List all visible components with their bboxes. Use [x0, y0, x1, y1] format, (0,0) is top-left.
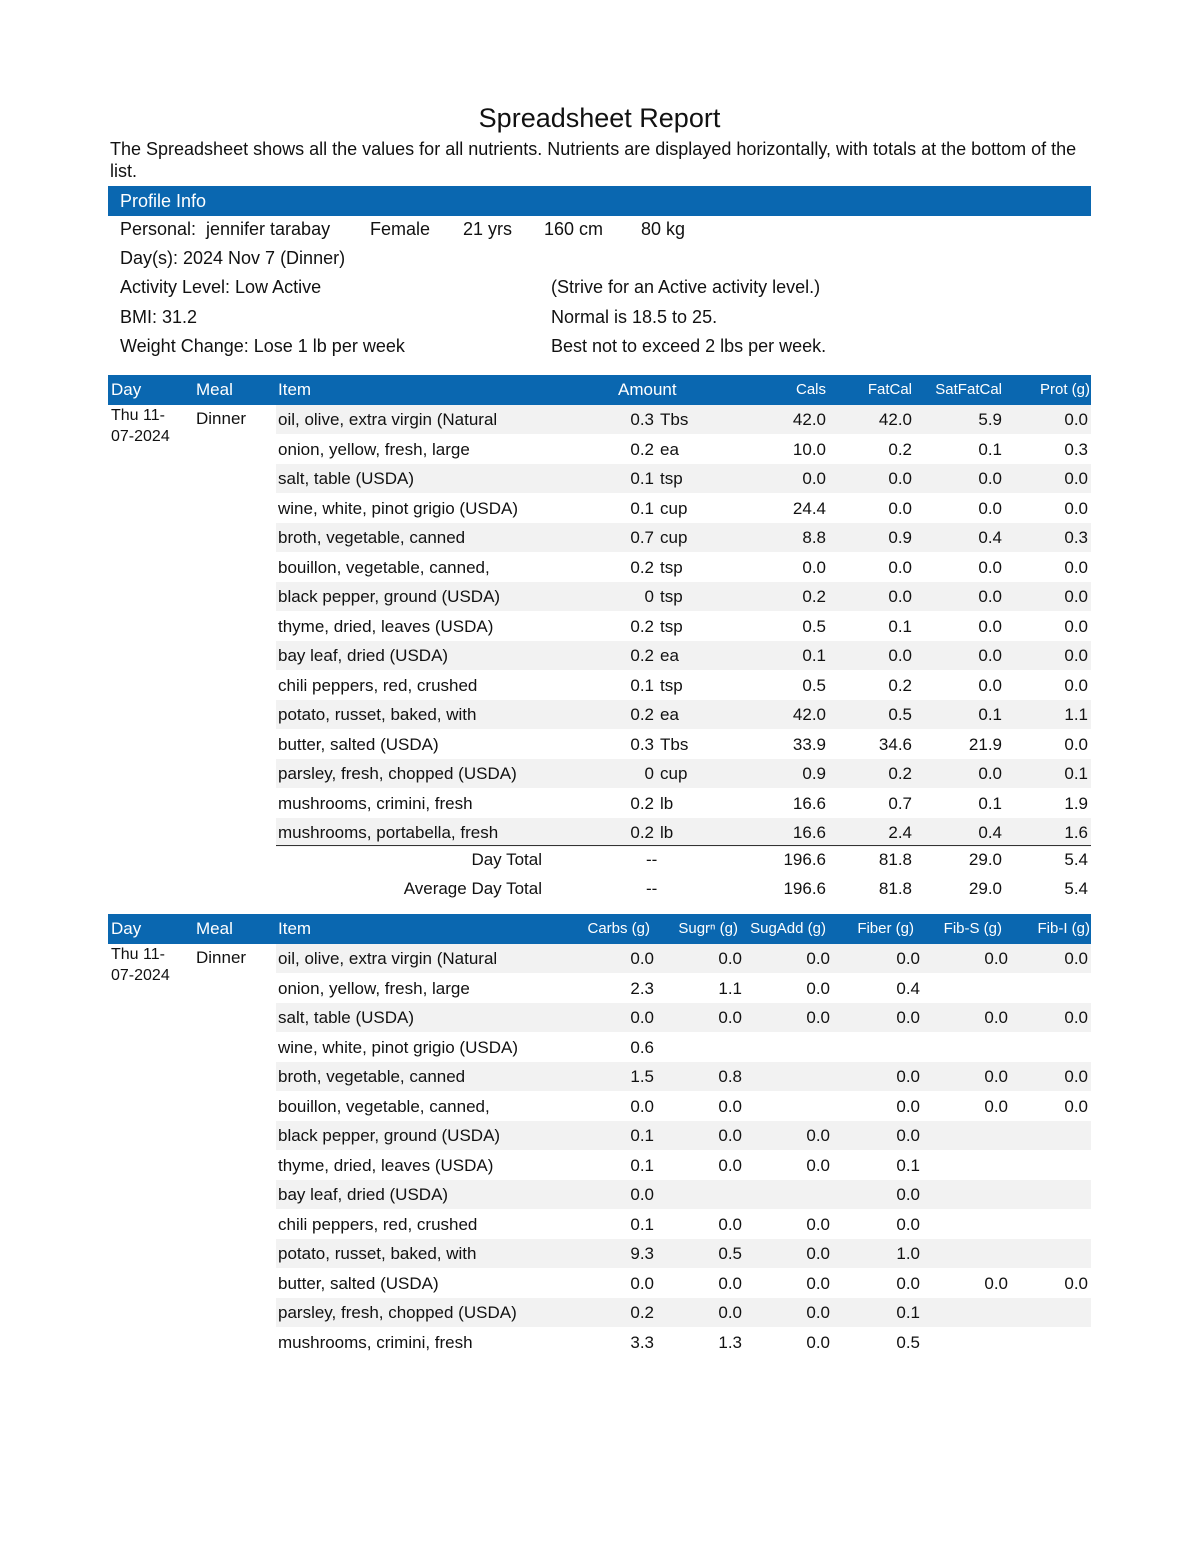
- cals-value: 0.5: [802, 616, 826, 636]
- profile-activity: Activity Level: Low Active: [120, 277, 322, 297]
- item-name: oil, olive, extra virgin (Natural: [278, 410, 498, 429]
- total-satfatcal: 29.0: [968, 850, 1002, 869]
- item-name: thyme, dried, leaves (USDA): [278, 1155, 494, 1175]
- carbs-value: 0.2: [630, 1303, 654, 1322]
- fatcal-value: 2.4: [888, 823, 912, 842]
- total-fatcal: 81.8: [878, 879, 912, 898]
- t1-header-prot: Prot (g): [1039, 381, 1090, 398]
- sugadd-value: 0.0: [806, 1214, 830, 1234]
- cals-value: 42.0: [792, 705, 826, 724]
- satfatcal-value: 0.0: [978, 498, 1002, 518]
- item-name: mushrooms, portabella, fresh: [278, 823, 499, 842]
- t1-row: [276, 730, 1091, 759]
- t1-header-amount: Amount: [618, 380, 677, 399]
- t1-row: [276, 582, 1091, 611]
- profile-personal-line: [120, 215, 720, 244]
- item-name: thyme, dried, leaves (USDA): [278, 616, 494, 636]
- amount-unit: Tbs: [660, 734, 689, 754]
- t2-header-fibs: Fib-S (g): [943, 920, 1002, 937]
- satfatcal-value: 0.1: [978, 705, 1002, 724]
- profile-days: Day(s): 2024 Nov 7 (Dinner): [120, 248, 346, 268]
- satfatcal-value: 0.4: [978, 823, 1002, 842]
- carbs-value: 3.3: [630, 1332, 654, 1352]
- sugr-value: 0.0: [718, 1273, 742, 1293]
- fiber-value: 0.0: [896, 1067, 920, 1086]
- carbs-value: 0.1: [630, 1214, 654, 1234]
- profile-activity-note: (Strive for an Active activity level.): [551, 277, 821, 297]
- fiber-value: 0.0: [896, 1185, 920, 1204]
- cals-value: 24.4: [792, 498, 826, 518]
- sugadd-value: 0.0: [806, 1155, 830, 1175]
- t2-header-meal: Meal: [196, 919, 233, 938]
- t1-row: [276, 612, 1091, 641]
- t1-row: [276, 641, 1091, 670]
- cals-value: 0.5: [802, 675, 826, 695]
- item-name: butter, salted (USDA): [278, 734, 439, 754]
- sugadd-value: 0.0: [806, 1303, 830, 1322]
- item-name: broth, vegetable, canned: [278, 1067, 466, 1086]
- t1-header-cals: Cals: [795, 381, 826, 398]
- profile-bmi-note: Normal is 18.5 to 25.: [551, 307, 718, 327]
- item-name: chili peppers, red, crushed: [278, 1214, 478, 1234]
- fibs-value: 0.0: [984, 1067, 1008, 1086]
- cals-value: 33.9: [792, 734, 826, 754]
- t2-row: [276, 1269, 1091, 1298]
- amount-value: 0.2: [630, 793, 654, 813]
- total-amount: --: [646, 850, 658, 869]
- amount-unit: ea: [660, 439, 679, 459]
- fiber-value: 0.0: [896, 1126, 920, 1145]
- fiber-value: 0.5: [896, 1332, 920, 1352]
- fibs-value: 0.0: [984, 1096, 1008, 1116]
- sugr-value: 0.0: [718, 1155, 742, 1175]
- item-name: salt, table (USDA): [278, 1008, 415, 1027]
- t1-row: [276, 523, 1091, 552]
- total-cals: 196.6: [783, 879, 826, 898]
- t1-header-fatcal: FatCal: [867, 381, 912, 398]
- amount-unit: cup: [660, 764, 688, 783]
- t1-row: [276, 494, 1091, 523]
- prot-value: 0.0: [1064, 734, 1088, 754]
- fiber-value: 0.1: [896, 1303, 920, 1322]
- t2-row: [276, 1210, 1091, 1239]
- prot-value: 0.0: [1064, 675, 1088, 695]
- profile-weight-change: Weight Change: Lose 1 lb per week: [120, 336, 405, 356]
- satfatcal-value: 0.0: [978, 469, 1002, 488]
- t1-day: [111, 405, 170, 447]
- amount-unit: tsp: [660, 557, 683, 577]
- sugadd-value: 0.0: [806, 1273, 830, 1293]
- amount-value: 0.7: [630, 528, 654, 547]
- item-name: parsley, fresh, chopped (USDA): [278, 764, 517, 783]
- sugadd-value: 0.0: [806, 949, 830, 968]
- sugr-value: 0.5: [718, 1244, 742, 1263]
- fibs-value: 0.0: [984, 949, 1008, 968]
- amount-unit: tsp: [660, 469, 683, 488]
- cals-value: 10.0: [792, 439, 826, 459]
- total-prot: 5.4: [1064, 879, 1088, 898]
- prot-value: 0.1: [1064, 764, 1088, 783]
- fiber-value: 0.1: [896, 1155, 920, 1175]
- fiber-value: 0.0: [896, 949, 920, 968]
- amount-value: 0.2: [630, 823, 654, 842]
- t1-row: [276, 464, 1091, 493]
- fatcal-value: 0.0: [888, 646, 912, 665]
- satfatcal-value: 21.9: [968, 734, 1002, 754]
- amount-value: 0.2: [630, 616, 654, 636]
- item-name: broth, vegetable, canned: [278, 528, 466, 547]
- profile-header-label: Profile Info: [120, 191, 207, 211]
- prot-value: 0.0: [1064, 410, 1088, 429]
- profile-weight: 80 kg: [641, 219, 686, 239]
- fiber-value: 1.0: [896, 1244, 920, 1263]
- intro-text: The Spreadsheet shows all the values for all nutrients. Nutrients are displayed horizontally, with totals at the bottom of the list.: [110, 139, 1077, 181]
- fiber-value: 0.0: [896, 1096, 920, 1116]
- sugadd-value: 0.0: [806, 1244, 830, 1263]
- total-amount: --: [646, 879, 658, 898]
- fatcal-value: 0.2: [888, 675, 912, 695]
- prot-value: 1.6: [1064, 823, 1088, 842]
- carbs-value: 0.0: [630, 1008, 654, 1027]
- fatcal-value: 0.0: [888, 557, 912, 577]
- fatcal-value: 0.2: [888, 764, 912, 783]
- amount-unit: tsp: [660, 616, 683, 636]
- t1-row: [276, 818, 1091, 847]
- fibi-value: 0.0: [1064, 1067, 1088, 1086]
- fibs-value: 0.0: [984, 1273, 1008, 1293]
- sugr-value: 0.0: [718, 1214, 742, 1234]
- item-name: salt, table (USDA): [278, 469, 415, 488]
- carbs-value: 0.6: [630, 1037, 654, 1057]
- t2-row: [276, 1092, 1091, 1121]
- page-title: Spreadsheet Report: [478, 103, 721, 133]
- profile-age: 21 yrs: [463, 219, 513, 239]
- sugr-value: 0.0: [718, 1303, 742, 1322]
- t2-row: [276, 944, 1091, 973]
- profile-height: 160 cm: [544, 219, 604, 239]
- amount-unit: tsp: [660, 675, 683, 695]
- satfatcal-value: 0.0: [978, 646, 1002, 665]
- t1-header-meal: Meal: [196, 380, 233, 399]
- item-name: black pepper, ground (USDA): [278, 1126, 501, 1145]
- t1-meal: Dinner: [196, 409, 247, 428]
- t2-header-item: Item: [278, 919, 312, 938]
- amount-value: 0.2: [630, 705, 654, 724]
- t1-row: [276, 553, 1091, 582]
- t1-total-row: [276, 874, 1091, 903]
- amount-value: 0: [644, 764, 654, 783]
- carbs-value: 0.1: [630, 1126, 654, 1145]
- fiber-value: 0.0: [896, 1008, 920, 1027]
- cals-value: 0.1: [802, 646, 826, 665]
- sugadd-value: 0.0: [806, 1008, 830, 1027]
- personal-label: Personal:: [120, 219, 197, 239]
- prot-value: 1.9: [1064, 793, 1088, 813]
- cals-value: 16.6: [792, 823, 826, 842]
- amount-value: 0: [644, 587, 654, 606]
- amount-unit: ea: [660, 646, 679, 665]
- sugr-value: 1.1: [718, 978, 742, 998]
- t2-row: [276, 1151, 1091, 1180]
- sugr-value: 0.8: [718, 1067, 742, 1086]
- t1-header-day: Day: [111, 380, 142, 399]
- t2-day: [111, 944, 170, 986]
- carbs-value: 0.0: [630, 1096, 654, 1116]
- item-name: black pepper, ground (USDA): [278, 587, 501, 606]
- carbs-value: 0.0: [630, 1185, 654, 1204]
- fiber-value: 0.0: [896, 1273, 920, 1293]
- satfatcal-value: 0.1: [978, 439, 1002, 459]
- fatcal-value: 0.1: [888, 616, 912, 636]
- satfatcal-value: 0.0: [978, 764, 1002, 783]
- t2-row: [276, 1180, 1091, 1209]
- sugadd-value: 0.0: [806, 1126, 830, 1145]
- satfatcal-value: 0.0: [978, 675, 1002, 695]
- table2-header: [108, 914, 1091, 944]
- t2-row: [276, 974, 1091, 1003]
- fibs-value: 0.0: [984, 1008, 1008, 1027]
- profile-bmi: BMI: 31.2: [120, 307, 198, 327]
- t2-row: [276, 1298, 1091, 1327]
- t2-row: [276, 1328, 1091, 1357]
- item-name: bouillon, vegetable, canned,: [278, 1096, 490, 1116]
- amount-value: 0.3: [630, 734, 654, 754]
- carbs-value: 9.3: [630, 1244, 654, 1263]
- amount-unit: ea: [660, 705, 679, 724]
- satfatcal-value: 0.4: [978, 528, 1002, 547]
- cals-value: 0.2: [802, 587, 826, 606]
- t1-row: [276, 759, 1091, 788]
- fatcal-value: 34.6: [878, 734, 912, 754]
- t2-meal: Dinner: [196, 948, 247, 967]
- amount-value: 0.1: [630, 469, 654, 488]
- carbs-value: 0.1: [630, 1155, 654, 1175]
- amount-value: 0.3: [630, 410, 654, 429]
- item-name: mushrooms, crimini, fresh: [278, 793, 473, 813]
- t1-row: [276, 405, 1091, 434]
- item-name: chili peppers, red, crushed: [278, 675, 478, 695]
- satfatcal-value: 0.1: [978, 793, 1002, 813]
- sugr-value: 0.0: [718, 949, 742, 968]
- fiber-value: 0.4: [896, 978, 920, 998]
- total-fatcal: 81.8: [878, 850, 912, 869]
- fatcal-value: 0.0: [888, 587, 912, 606]
- amount-value: 0.1: [630, 675, 654, 695]
- item-name: onion, yellow, fresh, large: [278, 439, 470, 459]
- carbs-value: 2.3: [630, 978, 654, 998]
- fatcal-value: 42.0: [878, 410, 912, 429]
- cals-value: 42.0: [792, 410, 826, 429]
- sugadd-value: 0.0: [806, 978, 830, 998]
- sugadd-value: 0.0: [806, 1332, 830, 1352]
- item-name: butter, salted (USDA): [278, 1273, 439, 1293]
- t2-day-text: Thu 11- 07-2024: [111, 946, 170, 984]
- cals-value: 0.0: [802, 557, 826, 577]
- amount-unit: lb: [660, 793, 674, 813]
- item-name: wine, white, pinot grigio (USDA): [278, 498, 518, 518]
- prot-value: 0.0: [1064, 616, 1088, 636]
- prot-value: 0.0: [1064, 469, 1088, 488]
- amount-value: 0.2: [630, 439, 654, 459]
- t1-row: [276, 700, 1091, 729]
- fatcal-value: 0.2: [888, 439, 912, 459]
- amount-value: 0.1: [630, 498, 654, 518]
- t2-header-fibi: Fib-I (g): [1037, 920, 1090, 937]
- item-name: onion, yellow, fresh, large: [278, 978, 470, 998]
- profile-name: jennifer tarabay: [206, 219, 331, 239]
- prot-value: 0.0: [1064, 557, 1088, 577]
- fibi-value: 0.0: [1064, 1096, 1088, 1116]
- t2-header-carbs: Carbs (g): [587, 920, 650, 937]
- profile-header-bar: [108, 186, 1091, 216]
- t2-row: [276, 1062, 1091, 1091]
- sugr-value: 0.0: [718, 1008, 742, 1027]
- prot-value: 0.0: [1064, 646, 1088, 665]
- t1-header-satfatcal: SatFatCal: [935, 381, 1002, 398]
- fiber-value: 0.0: [896, 1214, 920, 1234]
- sugr-value: 0.0: [718, 1096, 742, 1116]
- item-name: mushrooms, crimini, fresh: [278, 1332, 473, 1352]
- fatcal-value: 0.9: [888, 528, 912, 547]
- carbs-value: 1.5: [630, 1067, 654, 1086]
- carbs-value: 0.0: [630, 1273, 654, 1293]
- item-name: parsley, fresh, chopped (USDA): [278, 1303, 517, 1322]
- amount-unit: tsp: [660, 587, 683, 606]
- amount-value: 0.2: [630, 646, 654, 665]
- item-name: bay leaf, dried (USDA): [278, 1185, 449, 1204]
- t1-row: [276, 789, 1091, 818]
- table1-header: [108, 375, 1091, 405]
- satfatcal-value: 0.0: [978, 557, 1002, 577]
- cals-value: 8.8: [802, 528, 826, 547]
- t1-row: [276, 435, 1091, 464]
- amount-unit: Tbs: [660, 410, 689, 429]
- amount-unit: lb: [660, 823, 674, 842]
- t2-row: [276, 1033, 1091, 1062]
- profile-sex: Female: [370, 219, 431, 239]
- item-name: wine, white, pinot grigio (USDA): [278, 1037, 518, 1057]
- item-name: bouillon, vegetable, canned,: [278, 557, 490, 577]
- fatcal-value: 0.7: [888, 793, 912, 813]
- carbs-value: 0.0: [630, 949, 654, 968]
- t2-row: [276, 1003, 1091, 1032]
- prot-value: 0.0: [1064, 498, 1088, 518]
- fatcal-value: 0.0: [888, 498, 912, 518]
- total-satfatcal: 29.0: [968, 879, 1002, 898]
- cals-value: 16.6: [792, 793, 826, 813]
- profile-weight-change-note: Best not to exceed 2 lbs per week.: [551, 336, 827, 356]
- item-name: oil, olive, extra virgin (Natural: [278, 949, 498, 968]
- cals-value: 0.0: [802, 469, 826, 488]
- prot-value: 0.3: [1064, 528, 1088, 547]
- t2-header-fiber: Fiber (g): [857, 920, 914, 937]
- fibi-value: 0.0: [1064, 949, 1088, 968]
- total-label: Average Day Total: [403, 879, 542, 898]
- t2-row: [276, 1239, 1091, 1268]
- total-cals: 196.6: [783, 850, 826, 869]
- satfatcal-value: 5.9: [978, 410, 1002, 429]
- prot-value: 0.0: [1064, 587, 1088, 606]
- item-name: bay leaf, dried (USDA): [278, 646, 449, 665]
- amount-value: 0.2: [630, 557, 654, 577]
- total-prot: 5.4: [1064, 850, 1088, 869]
- t2-row: [276, 1121, 1091, 1150]
- cals-value: 0.9: [802, 764, 826, 783]
- t1-row: [276, 671, 1091, 700]
- fibi-value: 0.0: [1064, 1008, 1088, 1027]
- t2-header-day: Day: [111, 919, 142, 938]
- item-name: potato, russet, baked, with: [278, 1244, 477, 1263]
- t1-header-item: Item: [278, 380, 312, 399]
- prot-value: 0.3: [1064, 439, 1088, 459]
- satfatcal-value: 0.0: [978, 587, 1002, 606]
- t2-header-sugadd: SugAdd (g): [750, 920, 826, 937]
- fatcal-value: 0.0: [888, 469, 912, 488]
- fibi-value: 0.0: [1064, 1273, 1088, 1293]
- satfatcal-value: 0.0: [978, 616, 1002, 636]
- fatcal-value: 0.5: [888, 705, 912, 724]
- amount-unit: cup: [660, 498, 688, 518]
- sugr-value: 1.3: [718, 1332, 742, 1352]
- item-name: potato, russet, baked, with: [278, 705, 477, 724]
- t1-day-text: Thu 11- 07-2024: [111, 407, 170, 445]
- prot-value: 1.1: [1064, 705, 1088, 724]
- t1-total-row: [276, 845, 1091, 874]
- amount-unit: cup: [660, 528, 688, 547]
- total-label: Day Total: [471, 850, 542, 869]
- t2-header-sugr: Sugrⁿ (g): [678, 920, 738, 937]
- sugr-value: 0.0: [718, 1126, 742, 1145]
